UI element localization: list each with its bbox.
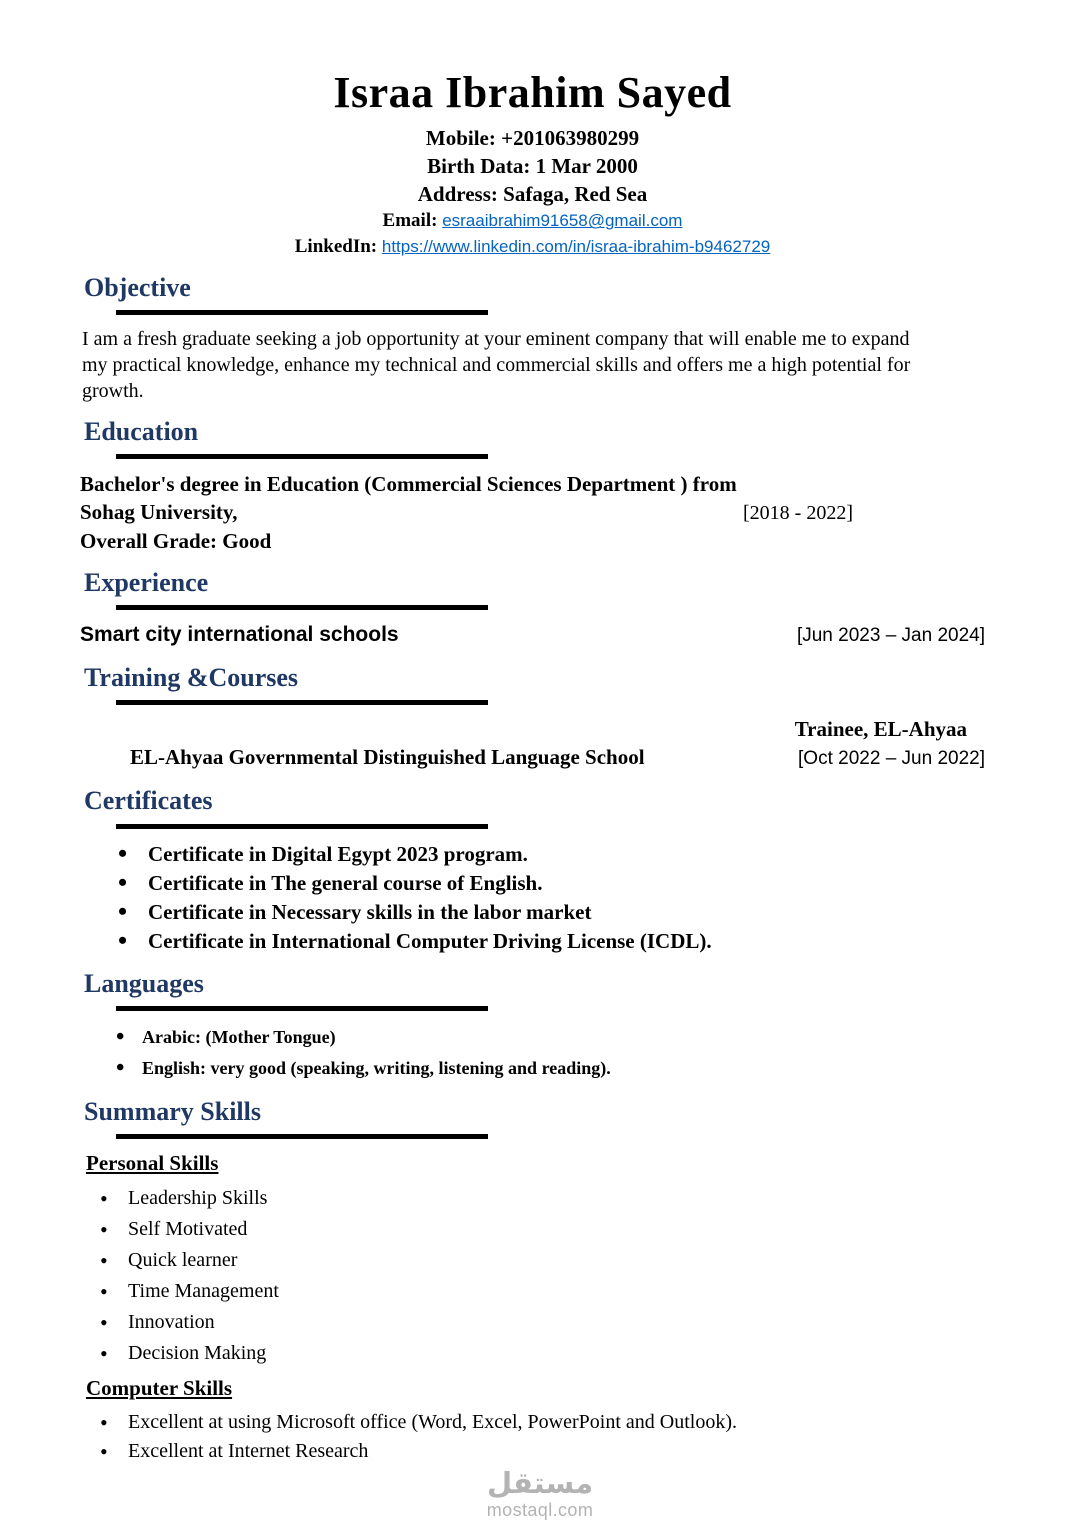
computer-skill-item: • Excellent at using Microsoft office (Word, Excel, PowerPoint and Outlook). (100, 1408, 985, 1437)
personal-skill-item: • Quick learner (100, 1245, 985, 1276)
section-languages (80, 968, 985, 1084)
linkedin-label: LinkedIn: (294, 236, 378, 258)
language-item: • English: very good (speaking, writing, listening and reading). (116, 1053, 985, 1084)
certificate-item: • Certificate in The general course of English. (118, 869, 985, 898)
address-label: Address: (417, 181, 498, 206)
watermark-footer (0, 1467, 1080, 1521)
computer-skills-heading: Computer Skills (86, 1376, 233, 1401)
education-dates: [2018 - 2022] (743, 502, 853, 525)
email-line (80, 208, 985, 234)
experience-heading: Experience (84, 568, 209, 598)
certificates-heading: Certificates (84, 786, 213, 816)
experience-dates: [Jun 2023 – Jan 2024] (796, 625, 985, 647)
linkedin-link[interactable]: https://www.linkedin.com/in/israa-ibrahim-b9462729 (381, 237, 771, 257)
section-training (80, 662, 985, 773)
personal-skills-list (80, 1183, 985, 1369)
languages-list (80, 1022, 985, 1084)
mobile-line (80, 125, 985, 153)
education-grade: Overall Grade: Good (80, 529, 272, 554)
email-link[interactable]: esraaibrahim91658@gmail.com (442, 211, 683, 231)
personal-skill-item: • Time Management (100, 1276, 985, 1307)
certificate-item: • Certificate in International Computer Driving License (ICDL). (118, 927, 985, 956)
experience-employer: Smart city international schools (80, 623, 399, 647)
birth-label: Birth Data: (427, 153, 531, 178)
heading-underline (116, 1006, 488, 1011)
email-label: Email: (382, 210, 438, 232)
header (80, 68, 985, 260)
contact-block (80, 125, 985, 259)
education-university: Sohag University, (80, 500, 238, 525)
certificate-item: • Certificate in Digital Egypt 2023 program. (118, 840, 985, 869)
heading-underline (116, 605, 488, 610)
address-line (80, 181, 985, 209)
certificates-list (80, 840, 985, 956)
section-objective (80, 272, 985, 404)
personal-skill-item: • Decision Making (100, 1338, 985, 1369)
objective-text: I am a fresh graduate seeking a job opportunity at your eminent company that will enable me to expand my practical knowledge, enhance my technical and commercial skills and offers me a high potential for growth. (82, 327, 911, 402)
heading-underline (116, 1134, 488, 1139)
languages-heading: Languages (84, 968, 204, 998)
training-row (80, 743, 985, 773)
birth-value: 1 Mar 2000 (535, 153, 638, 178)
personal-skill-item: • Leadership Skills (100, 1183, 985, 1214)
education-degree: Bachelor's degree in Education (Commercial Sciences Department ) from (80, 472, 737, 497)
mobile-label: Mobile: (425, 126, 496, 151)
section-certificates (80, 785, 985, 955)
section-summary-skills (80, 1096, 985, 1466)
heading-underline (116, 454, 488, 459)
mostaql-logo: مستقل (486, 1465, 594, 1500)
training-school: EL-Ahyaa Governmental Distinguished Language School (130, 745, 645, 770)
computer-skill-item: • Excellent at Internet Research (100, 1437, 985, 1466)
certificate-item: • Certificate in Necessary skills in the labor market (118, 898, 985, 927)
personal-skills-heading: Personal Skills (86, 1151, 219, 1176)
training-heading: Training &Courses (84, 663, 299, 693)
candidate-name: Israa Ibrahim Sayed (333, 68, 732, 117)
mobile-value: +201063980299 (501, 126, 640, 151)
section-experience (80, 567, 985, 650)
objective-heading: Objective (84, 272, 191, 302)
summary-skills-heading: Summary Skills (84, 1096, 261, 1126)
linkedin-line (80, 234, 985, 260)
mostaql-site-label: mostaql.com (486, 1500, 594, 1520)
experience-row (80, 621, 985, 650)
heading-underline (116, 310, 488, 315)
language-item: • Arabic: (Mother Tongue) (116, 1022, 985, 1053)
education-heading: Education (84, 416, 199, 446)
personal-skill-item: • Innovation (100, 1307, 985, 1338)
address-value: Safaga, Red Sea (503, 181, 648, 206)
heading-underline (116, 700, 488, 705)
heading-underline (116, 824, 488, 829)
training-role: Trainee, EL-Ahyaa (794, 717, 967, 742)
birth-line (80, 153, 985, 181)
personal-skill-item: • Self Motivated (100, 1214, 985, 1245)
section-education (80, 416, 985, 555)
training-dates: [Oct 2022 – Jun 2022] (798, 748, 985, 770)
education-university-line (80, 498, 985, 527)
computer-skills-list (80, 1408, 985, 1466)
